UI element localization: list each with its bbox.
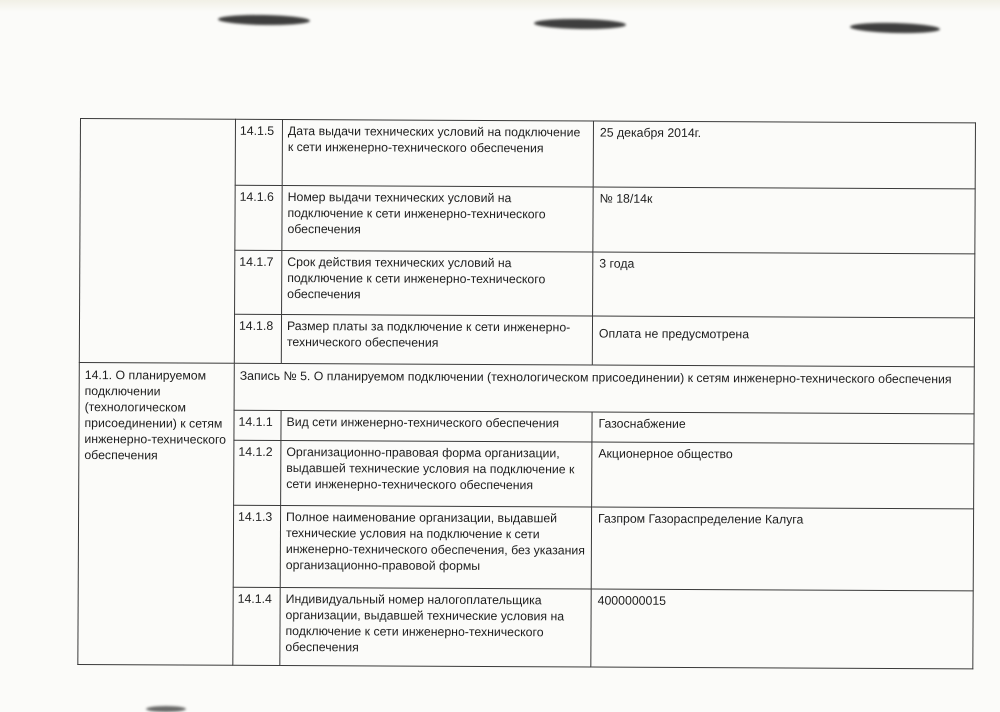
row-label: Вид сети инженерно-технического обеспечения bbox=[281, 410, 592, 442]
row-label: Организационно-правовая форма организации, выдавшей технические условия на подключение к сети инженерно-технического обеспечения bbox=[281, 440, 592, 507]
row-label: Дата выдачи технических условий на подключение к сети инженерно-технического обеспечения bbox=[282, 119, 593, 187]
section-title: 14.1. О планируемом подключении (технологическом присоединении) к сетям инженерно-технического обеспечения bbox=[78, 362, 234, 665]
row-label: Размер платы за подключение к сети инженерно-технического обеспечения bbox=[281, 314, 592, 365]
row-number: 14.1.7 bbox=[235, 250, 282, 314]
row-value: 3 года bbox=[593, 252, 975, 318]
row-value: 4000000015 bbox=[591, 589, 973, 669]
row-value: Акционерное общество bbox=[592, 442, 974, 509]
row-number: 14.1.6 bbox=[235, 185, 282, 250]
scan-top-edge bbox=[0, 0, 1000, 12]
redaction-mark bbox=[218, 14, 310, 26]
row-label: Индивидуальный номер налогоплательщика организации, выдавшей технические условия на подключение к сети инженерно-технического обеспечения bbox=[280, 587, 591, 667]
row-number: 14.1.1 bbox=[234, 410, 281, 440]
row-label: Срок действия технических условий на подключение к сети инженерно-технического обеспечения bbox=[282, 250, 593, 316]
scan-smudge bbox=[146, 706, 186, 712]
row-number: 14.1.8 bbox=[234, 314, 281, 363]
row-number: 14.1.4 bbox=[233, 587, 280, 665]
row-number: 14.1.3 bbox=[233, 505, 280, 587]
row-value: 25 декабря 2014г. bbox=[593, 121, 975, 189]
row-value: Оплата не предусмотрена bbox=[592, 316, 974, 367]
row-number: 14.1.2 bbox=[234, 440, 281, 505]
table-row bbox=[79, 362, 974, 413]
row-value: Газпром Газораспределение Калуга bbox=[591, 507, 973, 591]
redaction-mark bbox=[850, 22, 940, 34]
row-label: Номер выдачи технических условий на подключение к сети инженерно-технического обеспечения bbox=[282, 185, 593, 252]
record-title: Запись № 5. О планируемом подключении (технологическом присоединении) к сетям инженерно-технического обеспечения bbox=[234, 363, 974, 414]
row-number: 14.1.5 bbox=[235, 119, 282, 185]
row-value: Газоснабжение bbox=[592, 412, 974, 444]
section-cell-empty bbox=[79, 119, 235, 364]
row-label: Полное наименование организации, выдавшей технические условия на подключение к сети инженерно-технического обеспечения, без указания организационно-правовой формы bbox=[280, 505, 591, 589]
table-row bbox=[80, 119, 975, 189]
row-value: № 18/14к bbox=[593, 187, 975, 254]
redaction-mark bbox=[534, 18, 626, 30]
declaration-table bbox=[77, 118, 976, 669]
